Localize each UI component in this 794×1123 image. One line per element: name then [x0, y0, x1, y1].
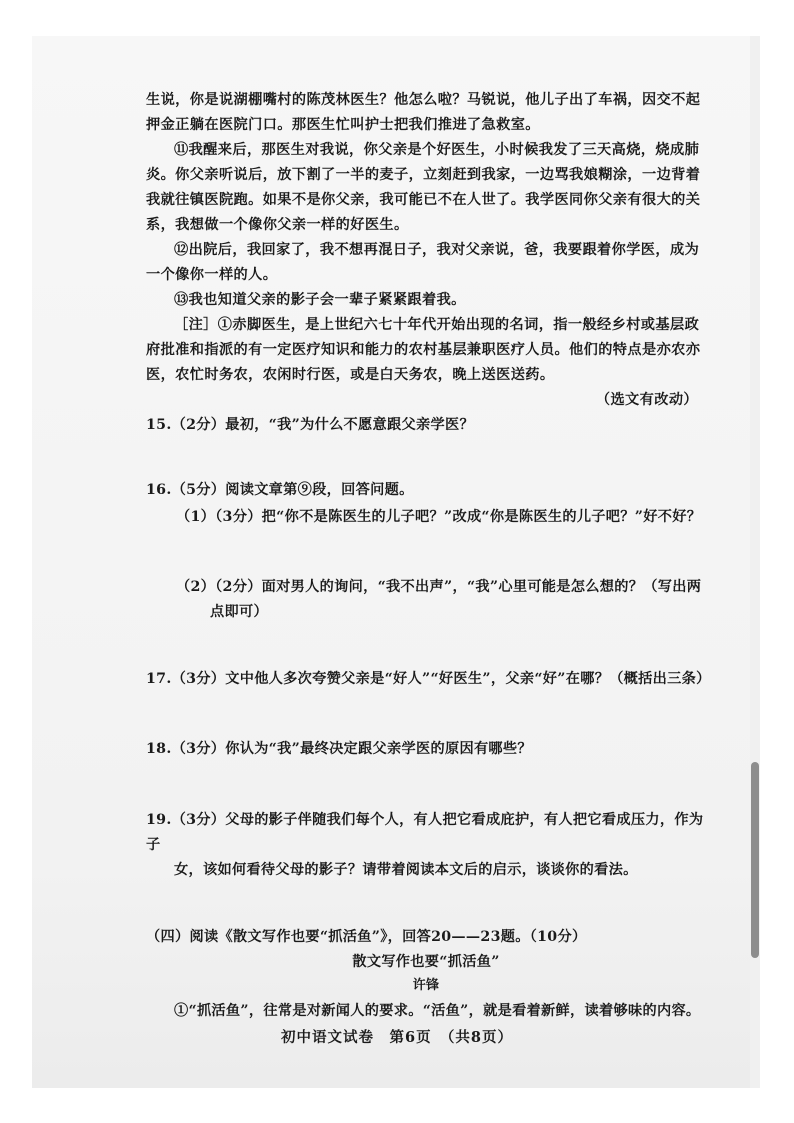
passage-paragraph-11: ⑪我醒来后，那医生对我说，你父亲是个好医生，小时候我发了三天高烧，烧成肺炎。你父亲听说后，放下割了一半的麦子，立刻赶到我家，一边骂我娘糊涂，一边背着我就往镇医院跑。如果不是你父亲，我可能已不在人世了。我学医同你父亲有很大的关系，我想做一个像你父亲一样的好医生。 — [146, 142, 701, 233]
question-19-cont: 女，该如何看待父母的影子？请带着阅读本文后的启示，谈谈你的看法。 — [174, 862, 638, 878]
question-19: 19.（3分）父母的影子伴随我们每个人，有人把它看成庇护，有人把它看成压力，作为子 — [146, 812, 704, 853]
question-16-part-2-cont: 点即可） — [210, 604, 268, 620]
question-17: 17.（3分）文中他人多次夸赞父亲是“好人”“好医生”，父亲“好”在哪？（概括出三条） — [146, 671, 711, 687]
section-4-heading: （四）阅读《散文写作也要“抓活鱼”》，回答20——23题。（10分） — [146, 929, 587, 945]
article-title: 散文写作也要“抓活鱼” — [352, 954, 500, 970]
passage-paragraph-12: ⑫出院后，我回家了，我不想再混日子，我对父亲说，爸，我要跟着你学医，成为一个像你一样的人。 — [146, 242, 700, 283]
passage-source: （选文有改动） — [595, 392, 698, 408]
page-content — [146, 88, 711, 1024]
question-18: 18.（3分）你认为“我”最终决定跟父亲学医的原因有哪些？ — [146, 741, 532, 757]
question-15: 15.（2分）最初，“我”为什么不愿意跟父亲学医？ — [146, 417, 474, 433]
article-paragraph-1: ①“抓活鱼”，往常是对新闻人的要求。“活鱼”，就是看着新鲜，读着够味的内容。 — [174, 1003, 701, 1019]
question-16-part-1: （1）（3分）把“你不是陈医生的儿子吧？”改成“你是陈医生的儿子吧？”好不好？ — [176, 509, 702, 525]
article-author: 许锋 — [412, 978, 440, 993]
question-16: 16.（5分）阅读文章第⑨段，回答问题。 — [146, 482, 414, 498]
page-footer: 初中语文试卷 第6页 （共8页） — [281, 1029, 513, 1046]
scrollbar-thumb[interactable] — [751, 762, 759, 958]
passage-paragraph-13: ⑬我也知道父亲的影子会一辈子紧紧跟着我。 — [174, 292, 466, 308]
question-16-part-2: （2）（2分）面对男人的询问，“我不出声”，“我”心里可能是怎么想的？（写出两 — [176, 579, 702, 595]
passage-note: ［注］①赤脚医生，是上世纪六七十年代开始出现的名词，指一般经乡村或基层政府批准和指派的有一定医疗知识和能力的农村基层兼职医疗人员。他们的特点是亦农亦医，农忙时务农，农闲时行医，或是白天务农，晚上送医送药。 — [146, 317, 701, 383]
passage-paragraph-continued: 生说，你是说湖棚嘴村的陈茂林医生？他怎么啦？马锐说，他儿子出了车祸，因交不起押金正躺在医院门口。那医生忙叫护士把我们推进了急救室。 — [146, 92, 701, 133]
